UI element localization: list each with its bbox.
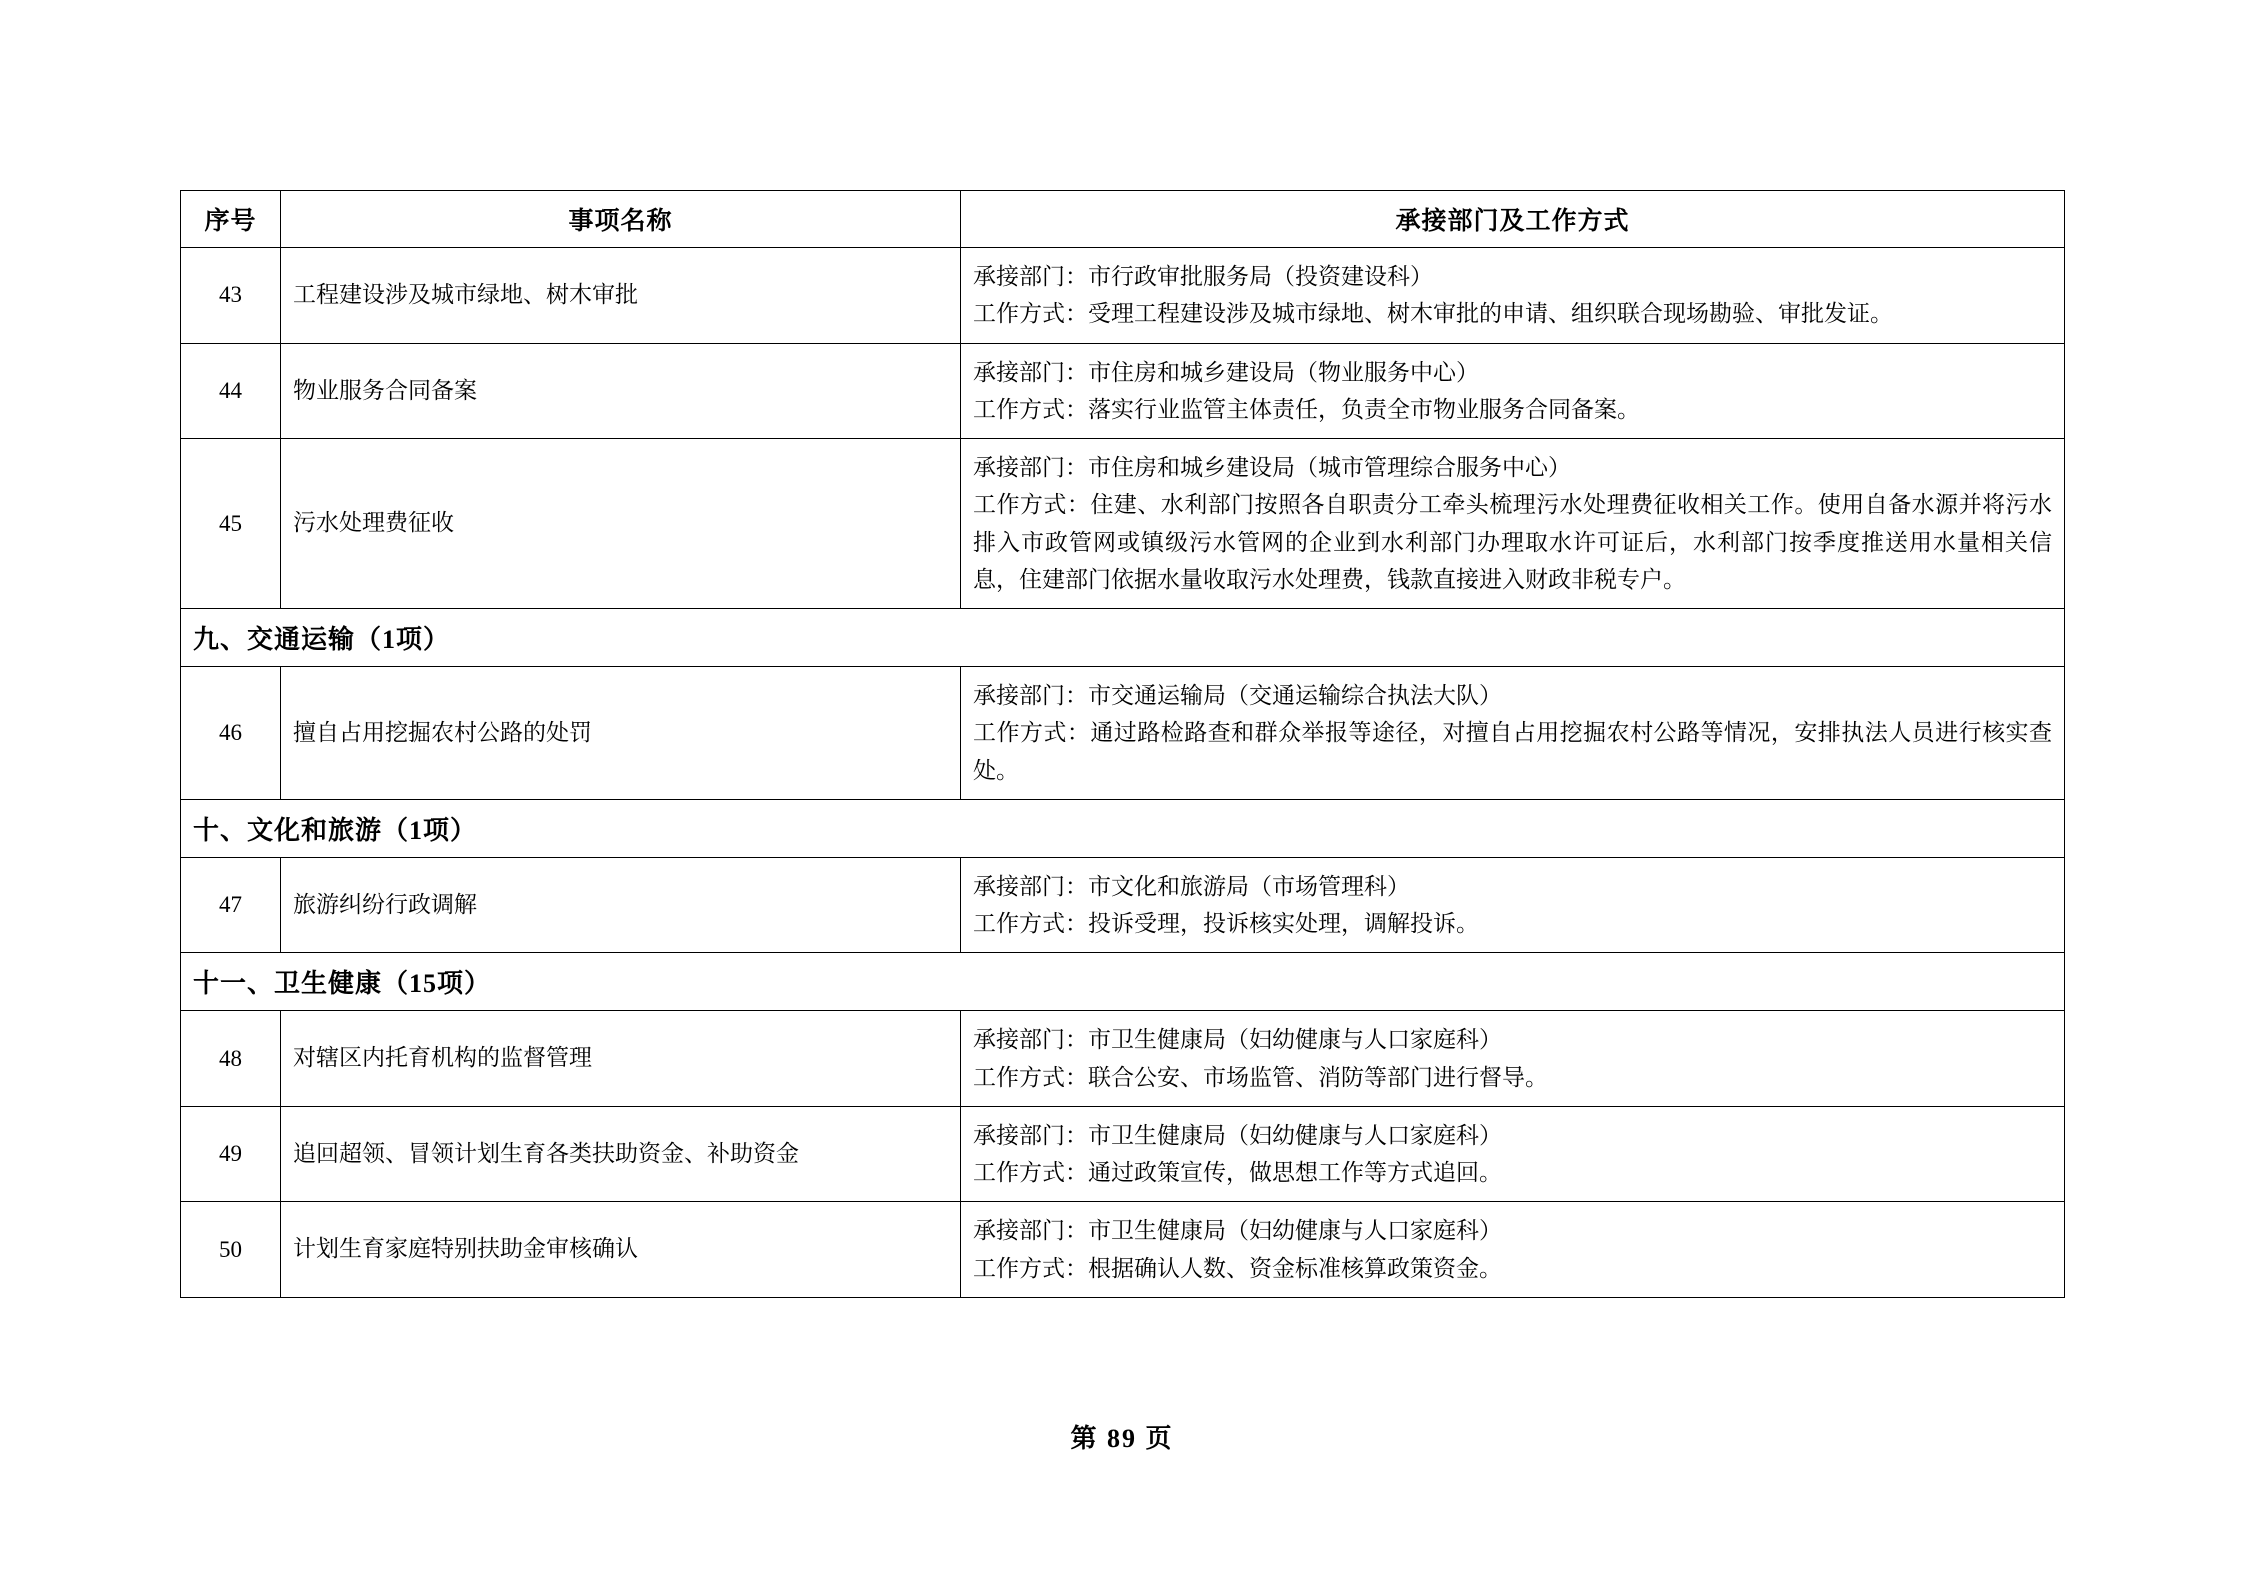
section-title: 十、文化和旅游（1项） [181, 799, 2065, 857]
department-method-line: 承接部门：市卫生健康局（妇幼健康与人口家庭科） [973, 1027, 1502, 1053]
department-method-line: 工作方式：受理工程建设涉及城市绿地、树木审批的申请、组织联合现场勘验、审批发证。 [973, 301, 1893, 327]
cell-item-number: 48 [181, 1011, 281, 1107]
department-method-line: 工作方式：落实行业监管主体责任，负责全市物业服务合同备案。 [973, 396, 1640, 422]
cell-item-number: 44 [181, 343, 281, 439]
department-method-line: 工作方式：住建、水利部门按照各自职责分工牵头梳理污水处理费征收相关工作。使用自备水源并将污水排入市政管网或镇级污水管网的企业到水利部门办理取水许可证后，水利部门按季度推送用水量相关信息，住建部门依据水量收取污水处理费，钱款直接进入财政非税专户。 [973, 492, 2052, 592]
department-method-line: 承接部门：市卫生健康局（妇幼健康与人口家庭科） [973, 1218, 1502, 1244]
cell-department-method [961, 1202, 2065, 1298]
cell-department-method [961, 343, 2065, 439]
table-row [181, 1106, 2065, 1202]
table-row [181, 1011, 2065, 1107]
cell-department-method [961, 667, 2065, 800]
table-row [181, 248, 2065, 344]
table-row [181, 439, 2065, 609]
page-footer: 第 89 页 [1070, 1424, 1174, 1453]
header-cell-dept: 承接部门及工作方式 [961, 191, 2065, 248]
table-row [181, 667, 2065, 800]
table-row [181, 857, 2065, 953]
table-section-row [181, 609, 2065, 667]
table-section-row [181, 953, 2065, 1011]
cell-department-method [961, 1011, 2065, 1107]
department-method-line: 工作方式：联合公安、市场监管、消防等部门进行督导。 [973, 1064, 1548, 1090]
cell-item-name: 旅游纠纷行政调解 [281, 857, 961, 953]
section-title: 十一、卫生健康（15项） [181, 953, 2065, 1011]
cell-item-number: 47 [181, 857, 281, 953]
responsibility-table [180, 190, 2065, 1298]
cell-item-name: 污水处理费征收 [281, 439, 961, 609]
department-method-line: 承接部门：市住房和城乡建设局（城市管理综合服务中心） [973, 455, 1571, 480]
cell-item-name: 追回超领、冒领计划生育各类扶助资金、补助资金 [281, 1106, 961, 1202]
cell-item-name: 擅自占用挖掘农村公路的处罚 [281, 667, 961, 800]
department-method-line: 工作方式：通过路检路查和群众举报等途径，对擅自占用挖掘农村公路等情况，安排执法人员进行核实查处。 [973, 720, 2052, 783]
table-body [181, 191, 2065, 1298]
table-row [181, 343, 2065, 439]
cell-department-method [961, 248, 2065, 344]
department-method-line: 工作方式：投诉受理，投诉核实处理，调解投诉。 [973, 911, 1479, 936]
department-method-line: 承接部门：市行政审批服务局（投资建设科） [973, 264, 1433, 289]
department-method-line: 承接部门：市交通运输局（交通运输综合执法大队） [973, 683, 1502, 708]
department-method-line: 承接部门：市文化和旅游局（市场管理科） [973, 873, 1410, 899]
cell-item-name: 工程建设涉及城市绿地、树木审批 [281, 248, 961, 344]
cell-department-method [961, 439, 2065, 609]
header-cell-num: 序号 [181, 191, 281, 248]
cell-item-name: 物业服务合同备案 [281, 343, 961, 439]
table-section-row [181, 799, 2065, 857]
header-cell-name: 事项名称 [281, 191, 961, 248]
department-method-line: 承接部门：市住房和城乡建设局（物业服务中心） [973, 359, 1479, 385]
cell-item-name: 计划生育家庭特别扶助金审核确认 [281, 1202, 961, 1298]
cell-item-number: 43 [181, 248, 281, 344]
cell-item-number: 49 [181, 1106, 281, 1202]
cell-item-number: 50 [181, 1202, 281, 1298]
cell-item-number: 46 [181, 667, 281, 800]
cell-department-method [961, 857, 2065, 953]
department-method-line: 承接部门：市卫生健康局（妇幼健康与人口家庭科） [973, 1122, 1502, 1148]
cell-department-method [961, 1106, 2065, 1202]
cell-item-number: 45 [181, 439, 281, 609]
table-row [181, 1202, 2065, 1298]
cell-item-name: 对辖区内托育机构的监督管理 [281, 1011, 961, 1107]
table-header-row [181, 191, 2065, 248]
department-method-line: 工作方式：通过政策宣传，做思想工作等方式追回。 [973, 1160, 1502, 1185]
section-title: 九、交通运输（1项） [181, 609, 2065, 667]
department-method-line: 工作方式：根据确认人数、资金标准核算政策资金。 [973, 1255, 1502, 1281]
